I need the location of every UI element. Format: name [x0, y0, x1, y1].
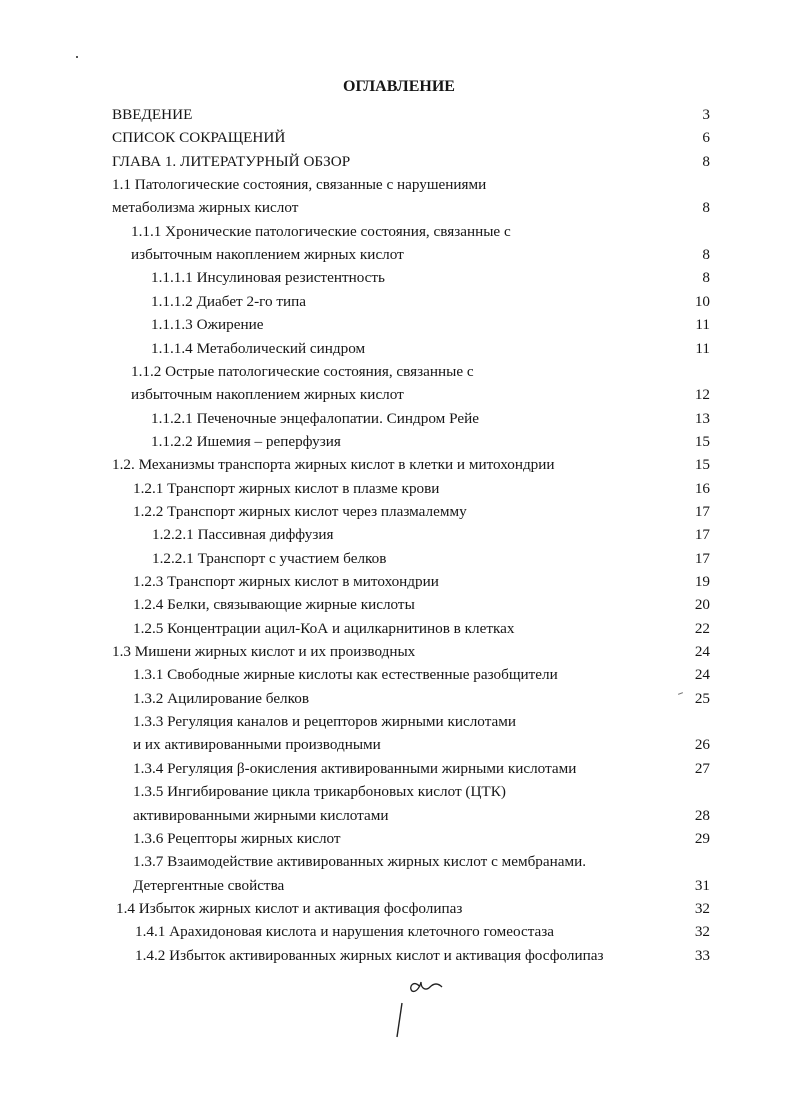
- toc-entry-title: 1.3.1 Свободные жирные кислоты как естественные разобщители: [133, 666, 558, 684]
- toc-entry: [0, 759, 798, 779]
- toc-entry-page: 20: [694, 596, 710, 614]
- toc-entry-page: 6: [702, 129, 710, 147]
- toc-entry-title: 1.2.5 Концентрации ацил-КоА и ацилкарнитинов в клетках: [133, 619, 515, 637]
- toc-entry-page: 10: [694, 292, 710, 310]
- toc-entry-page: 17: [694, 526, 710, 544]
- toc-entry-title: и их активированными производными: [133, 736, 381, 754]
- toc-entry: [0, 572, 798, 592]
- toc-entry-page: 32: [694, 899, 710, 917]
- toc-entry-page: 11: [695, 339, 710, 357]
- toc-entry-page: 24: [694, 666, 710, 684]
- toc-entry-title: 1.2.3 Транспорт жирных кислот в митохондрии: [133, 573, 439, 590]
- toc-entry-page: 17: [694, 502, 710, 520]
- toc-entry-page: 19: [694, 573, 710, 590]
- toc-entry-page: 8: [702, 269, 710, 287]
- toc-entry: [0, 852, 798, 872]
- toc-entry: [0, 525, 798, 545]
- toc-entry: [0, 315, 798, 335]
- toc-entry-title: 1.1.1 Хронические патологические состояния, связанные с: [131, 222, 511, 240]
- toc-entry-page: 8: [702, 199, 710, 217]
- toc-entry: [0, 479, 798, 499]
- toc-entry-title: избыточным накоплением жирных кислот: [131, 246, 404, 264]
- toc-entry-page: 17: [694, 549, 710, 567]
- toc-entry-title: избыточным накоплением жирных кислот: [131, 386, 404, 404]
- toc-entry: [0, 175, 798, 195]
- toc-entry-title: 1.1.2.2 Ишемия – реперфузия: [151, 432, 341, 450]
- toc-entry-title: метаболизма жирных кислот: [112, 199, 299, 217]
- toc-entry: [0, 922, 798, 942]
- toc-entry-page: 28: [694, 806, 710, 824]
- scan-speck: [76, 56, 78, 58]
- toc-entry-title: 1.1.2 Острые патологические состояния, связанные с: [131, 362, 474, 380]
- toc-entry: [0, 339, 798, 359]
- toc-entry-title: активированными жирными кислотами: [133, 806, 389, 824]
- toc-entry: [0, 642, 798, 662]
- toc-entry-title: 1.3.3 Регуляция каналов и рецепторов жирными кислотами: [133, 713, 516, 731]
- toc-entry-title: 1.1.1.4 Метаболический синдром: [151, 339, 366, 357]
- toc-entry-page: 24: [694, 643, 710, 661]
- toc-entry-title: СПИСОК СОКРАЩЕНИЙ: [112, 129, 286, 147]
- toc-entry: [0, 595, 798, 615]
- toc-entry: [0, 385, 798, 405]
- handwritten-page-mark: [390, 965, 450, 1040]
- toc-entry: [0, 198, 798, 218]
- toc-entry: [0, 946, 798, 966]
- toc-entry-page: 15: [694, 432, 710, 450]
- toc-entry-title: 1.3.2 Ацилирование белков: [133, 689, 310, 707]
- toc-entry-page: 25: [694, 689, 710, 707]
- toc-entry-page: 8: [702, 246, 710, 264]
- toc-entry-title: 1.4.2 Избыток активированных жирных кислот и активация фосфолипаз: [135, 946, 604, 964]
- toc-entry-title: 1.1.1.3 Ожирение: [151, 316, 264, 334]
- toc-entry-title: 1.3.4 Регуляция β-окисления активированными жирными кислотами: [133, 759, 577, 777]
- toc-entry-page: 26: [694, 736, 710, 754]
- toc-entry-title: 1.2.2.1 Пассивная диффузия: [152, 526, 334, 544]
- toc-entry: [0, 619, 798, 639]
- toc-entry-title: 1.3.6 Рецепторы жирных кислот: [133, 829, 341, 847]
- toc-entry-page: 3: [702, 106, 710, 123]
- toc-entry-title: 1.1.2.1 Печеночные энцефалопатии. Синдром Рейе: [151, 409, 479, 427]
- toc-entry-page: 32: [694, 923, 710, 941]
- toc-entry-page: 27: [694, 759, 710, 777]
- toc-entry-title: 1.2.1 Транспорт жирных кислот в плазме крови: [133, 479, 440, 497]
- toc-entry: [0, 502, 798, 522]
- toc-entry-title: 1.2.4 Белки, связывающие жирные кислоты: [133, 596, 415, 614]
- toc-entry-page: 31: [694, 876, 710, 894]
- toc-entry-page: 11: [695, 316, 710, 334]
- toc-entry-page: 15: [694, 456, 710, 474]
- toc-entry-title: ГЛАВА 1. ЛИТЕРАТУРНЫЙ ОБЗОР: [112, 152, 351, 170]
- page-title: ОГЛАВЛЕНИЕ: [343, 78, 455, 95]
- toc-entry-page: 29: [694, 829, 710, 847]
- toc-entry: [0, 432, 798, 452]
- toc-entry: [0, 128, 798, 148]
- toc-entry: [0, 409, 798, 429]
- toc-entry-page: 16: [694, 479, 710, 497]
- toc-entry-page: 33: [694, 946, 710, 964]
- toc-entry-title: Детергентные свойства: [133, 876, 285, 894]
- toc-entry: [0, 806, 798, 826]
- toc-entry: [0, 829, 798, 849]
- toc-entry-title: 1.1.1.1 Инсулиновая резистентность: [151, 269, 385, 287]
- toc-entry: [0, 712, 798, 732]
- toc-entry-title: ВВЕДЕНИЕ: [112, 106, 193, 123]
- toc-entry: [0, 735, 798, 755]
- toc-entry-page: 13: [694, 409, 710, 427]
- toc-entry: [0, 876, 798, 896]
- toc-entry-title: 1.2.2.1 Транспорт с участием белков: [152, 549, 387, 567]
- toc-entry: [0, 245, 798, 265]
- toc-entry-title: 1.3 Мишени жирных кислот и их производных: [112, 643, 416, 661]
- toc-entry: [0, 362, 798, 382]
- toc-entry-title: 1.4.1 Арахидоновая кислота и нарушения клеточного гомеостаза: [135, 923, 555, 941]
- toc-entry-page: 8: [702, 152, 710, 170]
- toc-entry: [0, 455, 798, 475]
- toc-entry: [0, 549, 798, 569]
- toc-entry: [0, 782, 798, 802]
- toc-entry-title: 1.2.2 Транспорт жирных кислот через плазмалемму: [133, 502, 467, 520]
- toc-entry-page: 22: [694, 619, 710, 637]
- toc-entry: [0, 689, 798, 709]
- toc-entry: [0, 268, 798, 288]
- toc-entry-title: 1.1.1.2 Диабет 2-го типа: [151, 292, 307, 310]
- toc-entry: [0, 665, 798, 685]
- toc-entry-title: 1.2. Механизмы транспорта жирных кислот в клетки и митохондрии: [112, 456, 555, 474]
- toc-entry-title: 1.3.5 Ингибирование цикла трикарбоновых кислот (ЦТК): [133, 783, 506, 801]
- toc-entry: [0, 222, 798, 242]
- toc-entry-title: 1.3.7 Взаимодействие активированных жирных кислот с мембранами.: [133, 853, 587, 871]
- toc-entry: [0, 152, 798, 172]
- toc-entry-page: 12: [694, 386, 710, 404]
- toc-entry: [0, 899, 798, 919]
- toc-entry-title: 1.1 Патологические состояния, связанные с нарушениями: [112, 176, 487, 194]
- toc-entry: [0, 105, 798, 125]
- toc-entry-title: 1.4 Избыток жирных кислот и активация фосфолипаз: [116, 899, 463, 917]
- toc-entry: [0, 292, 798, 312]
